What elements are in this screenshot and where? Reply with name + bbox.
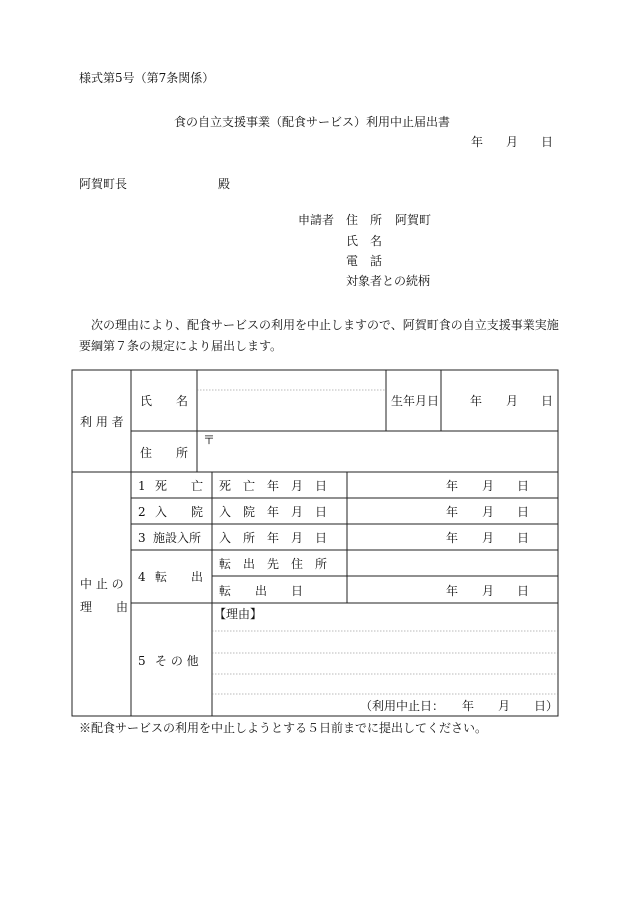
reason-4-day: 日 — [517, 584, 530, 598]
reason-4-year: 年 — [446, 584, 459, 598]
birthdate-year: 年 — [470, 394, 483, 408]
reason-4-label: 転 出 — [155, 570, 204, 584]
reason-2-label: 入 院 — [155, 505, 204, 519]
birthdate-month: 月 — [506, 394, 519, 408]
reason-3-day: 日 — [517, 531, 530, 545]
reason-4-sub2: 転 出 日 — [219, 584, 304, 598]
birthdate-label: 生年月日 — [391, 394, 440, 408]
reason-5-reason-label: 【理由】 — [214, 607, 263, 621]
date-year-label: 年 — [471, 135, 484, 149]
name-label: 氏 名 — [140, 394, 189, 408]
form-number: 様式第5号（第7条関係） — [79, 71, 215, 85]
reason-3-sub: 入 所 年 月 日 — [219, 531, 328, 545]
reason-3-number: 3 — [138, 531, 146, 545]
document-title: 食の自立支援事業（配食サービス）利用中止届出書 — [174, 115, 451, 129]
reason-2-month: 月 — [482, 505, 495, 519]
honorific: 殿 — [218, 177, 231, 191]
reason-2-sub: 入 院 年 月 日 — [219, 505, 328, 519]
date-day-label: 日 — [541, 135, 554, 149]
reason-1-day: 日 — [517, 479, 530, 493]
applicant-phone-label: 電 話 — [346, 254, 383, 268]
applicant-address-prefix: 阿賀町 — [395, 213, 432, 227]
reason-3-label: 施設入所 — [153, 531, 202, 545]
stop-date: （利用中止日： 年 月 日） — [360, 699, 559, 713]
reason-3-year: 年 — [446, 531, 459, 545]
date-month-label: 月 — [506, 135, 519, 149]
applicant-relation-label: 対象者との続柄 — [346, 274, 431, 288]
postal-mark: 〒 — [203, 433, 216, 447]
footnote: ※配食サービスの利用を中止しようとする５日前までに提出してください。 — [79, 721, 488, 735]
reason-header-line1: 中 止 の — [80, 577, 124, 591]
reason-5-label: そ の 他 — [155, 654, 199, 668]
reason-5-number: 5 — [138, 654, 146, 668]
addressee: 阿賀町長 — [79, 177, 128, 191]
reason-4-month: 月 — [482, 584, 495, 598]
reason-1-sub: 死 亡 年 月 日 — [219, 479, 328, 493]
applicant-address-label: 住 所 — [346, 213, 383, 227]
address-label: 住 所 — [140, 446, 189, 460]
applicant-label: 申請者 — [298, 213, 335, 227]
body-text: 次の理由により、配食サービスの利用を中止しますので、阿賀町食の自立支援事業実施要綱第７条の規定により届出します。 — [79, 318, 559, 353]
user-header: 利 用 者 — [80, 415, 124, 429]
applicant-name-label: 氏 名 — [346, 234, 383, 248]
reason-4-sub: 転 出 先 住 所 — [219, 557, 328, 571]
reason-4-number: 4 — [138, 570, 146, 584]
reason-2-number: 2 — [138, 505, 146, 519]
reason-2-day: 日 — [517, 505, 530, 519]
reason-1-label: 死 亡 — [155, 479, 204, 493]
reason-1-number: 1 — [138, 479, 146, 493]
reason-3-month: 月 — [482, 531, 495, 545]
birthdate-day: 日 — [541, 394, 554, 408]
reason-1-month: 月 — [482, 479, 495, 493]
reason-1-year: 年 — [446, 479, 459, 493]
reason-header-line2: 理 由 — [80, 600, 129, 614]
reason-2-year: 年 — [446, 505, 459, 519]
